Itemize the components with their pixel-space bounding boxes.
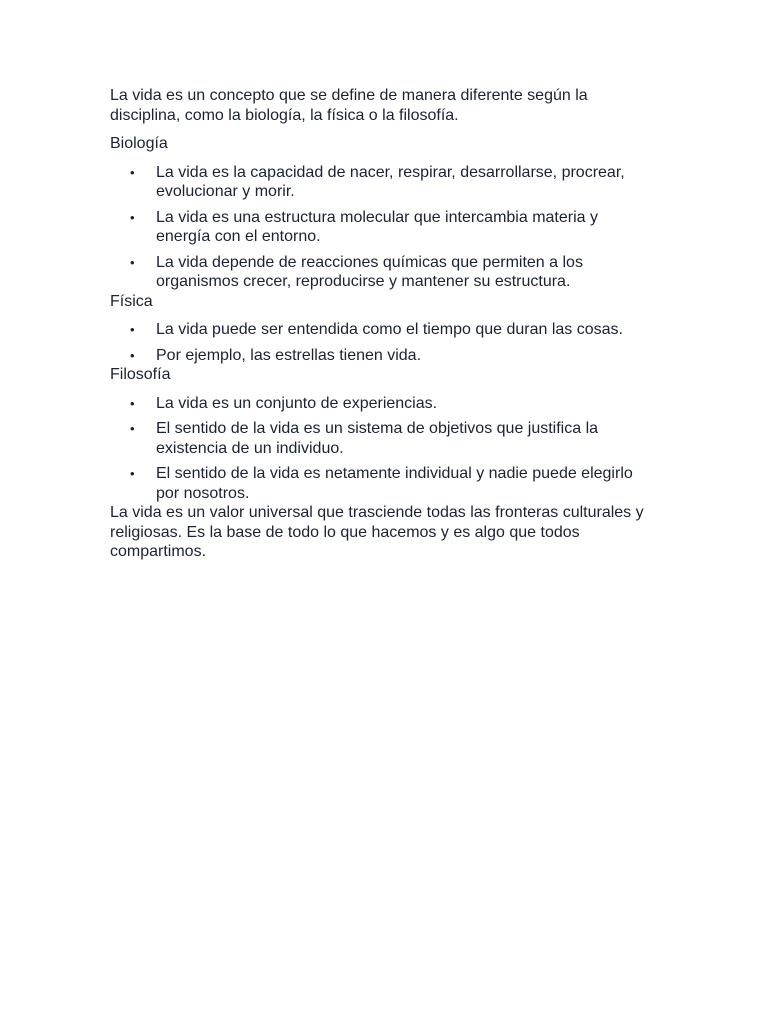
list-item-text: Por ejemplo, las estrellas tienen vida. [156, 346, 422, 364]
section-fisica [110, 292, 650, 366]
bullet-icon: • [130, 164, 135, 180]
list-item-text: La vida puede ser entendida como el tiempo que duran las cosas. [156, 321, 623, 338]
list-item [110, 464, 650, 503]
list-item-text: El sentido de la vida es un sistema de objetivos que justifica la existencia de un individuo. [156, 420, 599, 457]
section-biologia [110, 134, 650, 292]
bullet-icon: • [130, 395, 135, 411]
bullet-icon: • [130, 421, 135, 436]
list-item [110, 163, 650, 202]
section-heading: Física [110, 292, 153, 310]
list-item [110, 346, 650, 366]
bullet-list [110, 320, 650, 365]
bullet-list [110, 394, 650, 504]
list-item [110, 419, 650, 458]
list-item-text: El sentido de la vida es netamente individual y nadie puede elegirlo por nosotros. [156, 465, 633, 502]
bullet-icon: • [130, 254, 135, 270]
intro-paragraph: La vida es un concepto que se define de manera diferente según la disciplina, como la biología, la física o la filosofía. [110, 87, 588, 124]
closing-paragraph: La vida es un valor universal que trasciende todas las fronteras culturales y religiosas. Es la base de todo lo que hacemos y es algo que todos compartimos. [110, 504, 644, 560]
list-item-text: La vida es un conjunto de experiencias. [156, 394, 438, 412]
bullet-icon: • [130, 466, 135, 481]
list-item-text: La vida es una estructura molecular que intercambia materia y energía con el entorno. [156, 208, 598, 245]
bullet-icon: • [130, 347, 135, 363]
list-item-text: La vida es la capacidad de nacer, respirar, desarrollarse, procrear, evolucionar y morir. [156, 163, 625, 200]
document-body [110, 86, 650, 562]
bullet-list [110, 163, 650, 292]
bullet-icon: • [130, 209, 135, 225]
section-heading: Biología [110, 135, 168, 152]
bullet-icon: • [130, 322, 135, 337]
list-item [110, 208, 650, 247]
list-item [110, 394, 650, 414]
section-heading: Filosofía [110, 366, 171, 383]
list-item [110, 253, 650, 292]
section-filosofia [110, 365, 650, 503]
list-item-text: La vida depende de reacciones químicas que permiten a los organismos crecer, reproducirse y mantener su estructura. [156, 253, 583, 290]
list-item [110, 320, 650, 340]
